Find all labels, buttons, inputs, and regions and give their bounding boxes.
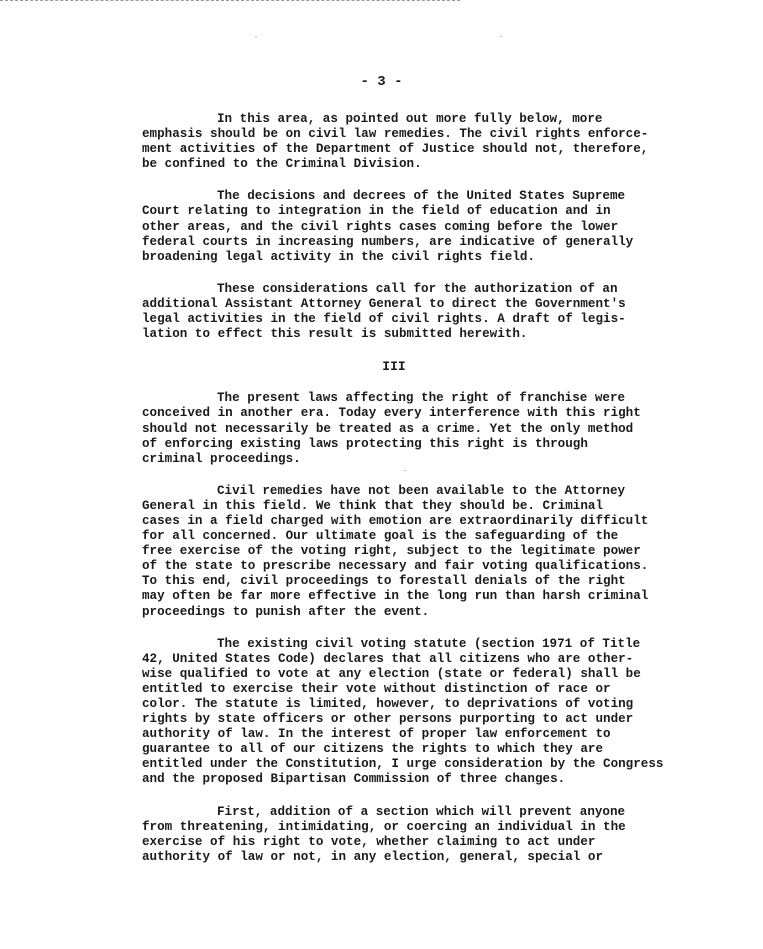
text-line: rights by state officers or other persons purporting to act under: [142, 712, 634, 727]
text-line: legal activities in the field of civil rights. A draft of legis-: [142, 312, 626, 327]
text-line: Civil remedies have not been available to the Attorney: [217, 483, 626, 498]
page-number: - 3 -: [360, 74, 403, 90]
document-body: [142, 112, 702, 882]
text-line: from threatening, intimidating, or coercing an individual in the: [142, 819, 626, 834]
text-line: of enforcing existing laws protecting this right is through: [142, 436, 588, 451]
text-line: of the state to prescribe necessary and fair voting qualifications.: [142, 559, 649, 574]
text-line: free exercise of the voting right, subject to the legitimate power: [142, 544, 641, 559]
paragraph: [142, 112, 702, 172]
scan-speck: [500, 36, 502, 37]
text-line: These considerations call for the authorization of an: [217, 281, 618, 296]
scan-speck: [255, 36, 257, 37]
text-line: entitled to exercise their vote without distinction of race or: [142, 681, 611, 696]
paragraph: [142, 637, 702, 788]
text-line: may often be far more effective in the long run than harsh criminal: [142, 589, 649, 604]
text-line: broadening legal activity in the civil rights field.: [142, 249, 535, 264]
text-line: entitled under the Constitution, I urge consideration by the Congress: [142, 757, 664, 772]
text-line: ment activities of the Department of Justice should not, therefore,: [142, 142, 649, 157]
paragraph: [142, 484, 702, 620]
text-line: federal courts in increasing numbers, are indicative of generally: [142, 234, 634, 249]
text-line: conceived in another era. Today every interference with this right: [142, 406, 641, 421]
paragraph: [142, 282, 702, 342]
paragraph: [142, 805, 702, 865]
text-line: General in this field. We think that they should be. Criminal: [142, 498, 604, 513]
text-line: The present laws affecting the right of franchise were: [217, 391, 626, 406]
text-line: color. The statute is limited, however, to deprivations of voting: [142, 697, 634, 711]
section-heading: III: [382, 359, 406, 375]
top-dashed-rule: [0, 0, 460, 1]
text-line: 42, United States Code) declares that all citizens who are other-: [142, 651, 634, 666]
text-line: should not necessarily be treated as a crime. Yet the only method: [142, 421, 634, 436]
text-line: additional Assistant Attorney General to direct the Government's: [142, 296, 626, 311]
text-line: The existing civil voting statute (section 1971 of Title: [217, 636, 641, 651]
text-line: criminal proceedings.: [142, 451, 301, 466]
paragraph: [142, 391, 702, 466]
text-line: and the proposed Bipartisan Commission of three changes.: [142, 772, 566, 787]
text-line: To this end, civil proceedings to forestall denials of the right: [142, 574, 626, 589]
text-line: exercise of his right to vote, whether claiming to act under: [142, 834, 596, 849]
text-line: In this area, as pointed out more fully below, more: [217, 112, 603, 126]
text-line: other areas, and the civil rights cases coming before the lower: [142, 219, 619, 234]
text-line: cases in a field charged with emotion are extraordinarily difficult: [142, 513, 649, 528]
text-line: Court relating to integration in the field of education and in: [142, 204, 611, 219]
text-line: for all concerned. Our ultimate goal is the safeguarding of the: [142, 529, 619, 544]
paragraph: [142, 189, 702, 264]
text-line: guarantee to all of our citizens the rights to which they are: [142, 742, 604, 757]
text-line: authority of law. In the interest of proper law enforcement to: [142, 727, 611, 742]
text-line: be confined to the Criminal Division.: [142, 157, 422, 172]
text-line: proceedings to punish after the event.: [142, 604, 430, 619]
text-line: emphasis should be on civil law remedies. The civil rights enforce-: [142, 127, 649, 142]
text-line: First, addition of a section which will prevent anyone: [217, 804, 626, 819]
text-line: wise qualified to vote at any election (state or federal) shall be: [142, 666, 641, 681]
text-line: lation to effect this result is submitted herewith.: [142, 327, 528, 342]
text-line: authority of law or not, in any election, general, special or: [142, 849, 604, 864]
text-line: The decisions and decrees of the United States Supreme: [217, 189, 626, 204]
